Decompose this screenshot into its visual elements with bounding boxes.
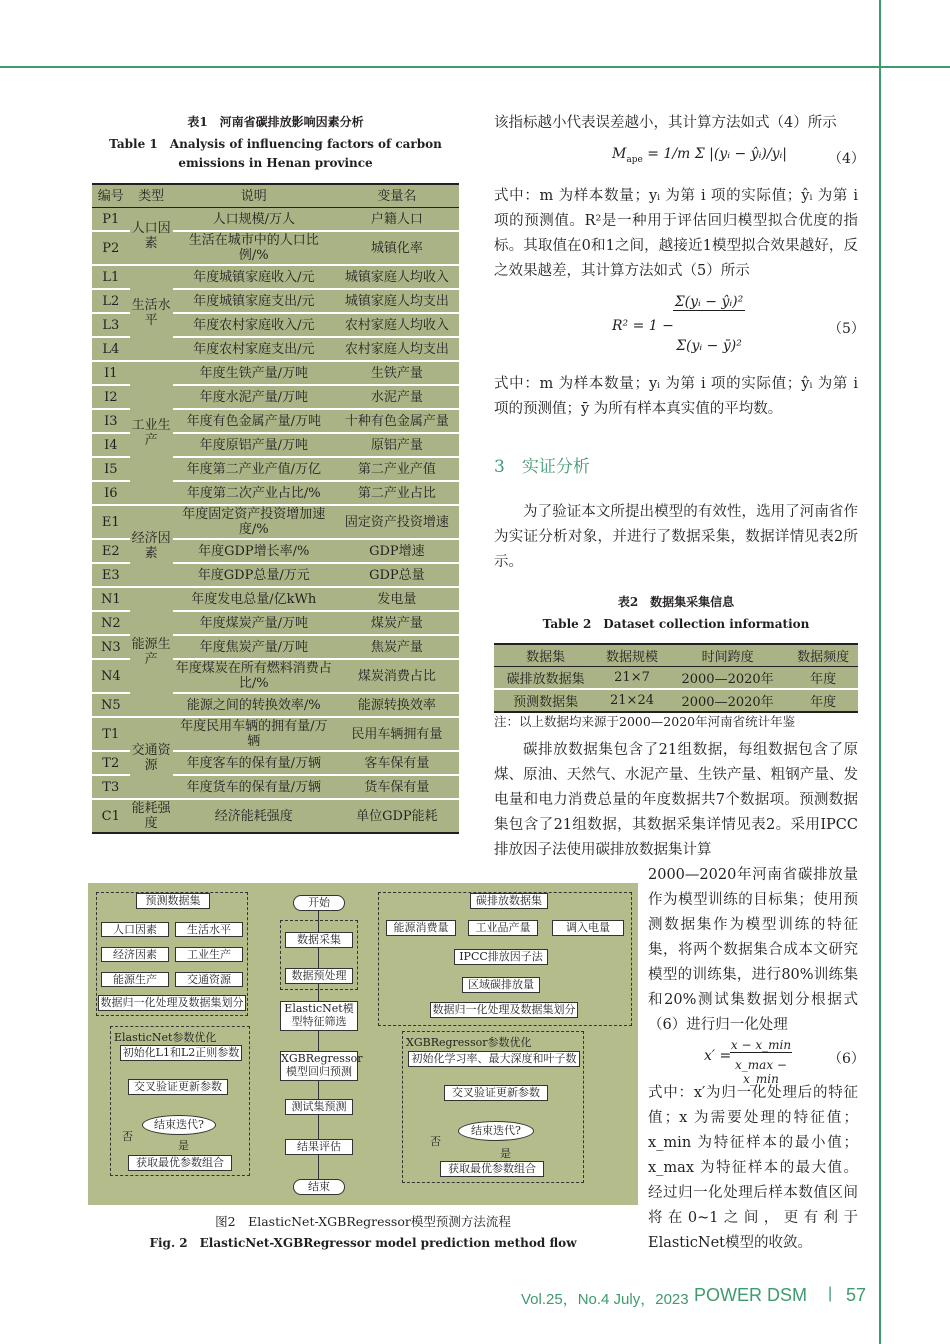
right-title: 碳排放数据集 [470, 893, 548, 909]
xgb-no-label: 否 [430, 1135, 441, 1148]
right-item: 调入电量 [552, 920, 624, 936]
row-var: 城镇家庭人均支出 [335, 289, 459, 313]
section-3-heading: 3 实证分析 [494, 457, 590, 477]
category-economy: 经济因素 [130, 505, 173, 587]
table2-note: 注：以上数据均来源于2000—2020年河南省统计年鉴 [494, 714, 796, 729]
row-id: N2 [92, 611, 130, 635]
row-desc: 年度客车的保有量/万辆 [173, 751, 335, 775]
table1-header-row [92, 184, 459, 208]
eq4-rhs: = 1/m Σ |(yᵢ − ŷᵢ)/yᵢ| [647, 146, 788, 162]
category-population: 人口因素 [130, 208, 173, 266]
row-desc: 生活在城市中的人口比例/% [173, 231, 335, 265]
row-desc: 年度生铁产量/万吨 [173, 361, 335, 385]
flow-step: 结果评估 [285, 1139, 353, 1155]
row-desc: 年度第二次产业占比/% [173, 481, 335, 505]
row-var: 煤炭消费占比 [335, 659, 459, 693]
paragraph-wrap: 2000—2020年河南省碳排放量作为模型训练的目标集；使用预测数据集作为模型训练的特征集，将两个数据集合成本文研究模型的训练集，进行80%训练集和20%测试集数据划分根据式（6）进行归一化处理 [648, 867, 858, 1033]
en-step: 交叉验证更新参数 [128, 1079, 228, 1095]
table2-cell: 2000—2020年 [667, 667, 788, 690]
left-item: 工业生产 [175, 947, 243, 962]
flow-arrow [318, 1081, 319, 1099]
left-item: 生活水平 [175, 922, 243, 937]
figure2-flowchart [88, 883, 638, 1205]
row-id: L4 [92, 337, 130, 361]
row-id: L3 [92, 313, 130, 337]
row-id: L2 [92, 289, 130, 313]
table1-caption-cn: 表1 河南省碳排放影响因素分析 [187, 115, 364, 129]
xgb-yes-label: 是 [500, 1147, 511, 1160]
top-rule [0, 66, 950, 68]
row-var: 十种有色金属产量 [335, 409, 459, 433]
right-rule [879, 0, 881, 1344]
row-desc: 年度农村家庭支出/元 [173, 337, 335, 361]
footer-volume: Vol.25，No.4 July，2023 [521, 1291, 689, 1308]
table2-cell: 2000—2020年 [667, 689, 788, 712]
eq4-sub: ape [626, 154, 643, 165]
table2 [494, 643, 858, 713]
row-desc: 人口规模/万人 [173, 208, 335, 232]
row-var: 固定资产投资增速 [335, 505, 459, 539]
category-industry: 工业生产 [130, 361, 173, 505]
eq4-lhs: M [612, 146, 627, 162]
row-id: C1 [92, 799, 130, 833]
row-desc: 年度固定资产投资增加速度/% [173, 505, 335, 539]
row-var: 焦炭产量 [335, 635, 459, 659]
row-id: N1 [92, 587, 130, 611]
row-desc: 能源之间的转换效率/% [173, 693, 335, 717]
row-var: GDP增速 [335, 539, 459, 563]
eq5-lhs: R² = 1 − [612, 318, 674, 334]
row-var: 城镇化率 [335, 231, 459, 265]
xgb-decision: 结束迭代? [458, 1121, 534, 1141]
right-item: 能源消费量 [386, 920, 456, 936]
row-desc: 年度民用车辆的拥有量/万辆 [173, 717, 335, 751]
table-row [92, 717, 459, 751]
row-var: GDP总量 [335, 563, 459, 587]
table1 [92, 183, 459, 834]
flow-step: 数据采集 [285, 932, 353, 948]
category-living: 生活水平 [130, 265, 173, 361]
row-var: 城镇家庭人均收入 [335, 265, 459, 289]
paragraph-after-eq5: 式中：m 为样本数量；yᵢ 为第 i 项的实际值；ŷᵢ 为第 i 项的预测值；ȳ 为所有样本真实值的平均数。 [494, 376, 858, 417]
table1-header-desc: 说明 [173, 184, 335, 208]
eq6-numerator: x − x_min [730, 1038, 792, 1052]
row-id: I2 [92, 385, 130, 409]
row-id: T2 [92, 751, 130, 775]
category-traffic: 交通资源 [130, 717, 173, 799]
row-id: E1 [92, 505, 130, 539]
row-var: 民用车辆拥有量 [335, 717, 459, 751]
flow-end: 结束 [293, 1179, 345, 1195]
table2-cell: 预测数据集 [494, 689, 597, 712]
category-energy: 能源生产 [130, 587, 173, 717]
row-desc: 年度第二产业产值/万亿 [173, 457, 335, 481]
row-desc: 年度农村家庭收入/元 [173, 313, 335, 337]
row-var: 客车保有量 [335, 751, 459, 775]
row-id: I5 [92, 457, 130, 481]
table2-cell: 21×24 [597, 689, 667, 712]
row-var: 煤炭产量 [335, 611, 459, 635]
table2-cell: 21×7 [597, 667, 667, 690]
row-var: 第二产业产值 [335, 457, 459, 481]
row-desc: 年度城镇家庭收入/元 [173, 265, 335, 289]
row-id: T1 [92, 717, 130, 751]
row-id: L1 [92, 265, 130, 289]
row-id: I1 [92, 361, 130, 385]
en-no-label: 否 [122, 1130, 133, 1143]
table1-header-id: 编号 [92, 184, 130, 208]
right-normalize: 数据归一化处理及数据集划分 [430, 1002, 578, 1018]
eq6-lhs: x′ = [704, 1048, 732, 1064]
right-ipcc: IPCC排放因子法 [454, 949, 548, 965]
row-id: I4 [92, 433, 130, 457]
eq5-number: （5） [828, 321, 865, 337]
table2-header: 数据集 [494, 644, 597, 667]
left-item: 人口因素 [101, 922, 169, 937]
footer-page-number: 57 [846, 1285, 867, 1305]
eq6-number: （6） [828, 1051, 865, 1067]
row-var: 农村家庭人均支出 [335, 337, 459, 361]
table2-cell: 年度 [788, 689, 858, 712]
row-desc: 年度发电总量/亿kWh [173, 587, 335, 611]
table1-caption-en [92, 135, 459, 173]
left-normalize: 数据归一化处理及数据集划分 [98, 995, 246, 1011]
table-row [92, 265, 459, 289]
xgb-title: XGBRegressor参数优化 [406, 1036, 532, 1049]
row-var: 单位GDP能耗 [335, 799, 459, 833]
flow-step: 测试集预测 [285, 1099, 353, 1115]
table2-header-row [494, 644, 858, 667]
flow-arrow [318, 911, 319, 932]
xgb-step: 获取最优参数组合 [440, 1161, 544, 1177]
left-item: 交通资源 [175, 972, 243, 987]
table-row [92, 208, 459, 232]
row-var: 户籍人口 [335, 208, 459, 232]
row-desc: 年度水泥产量/万吨 [173, 385, 335, 409]
table-row [494, 689, 858, 712]
xgb-step: 交叉验证更新参数 [444, 1085, 548, 1101]
row-id: N4 [92, 659, 130, 693]
table-row [494, 667, 858, 690]
table2-cell: 碳排放数据集 [494, 667, 597, 690]
flow-arrow [318, 1031, 319, 1051]
table-row [92, 587, 459, 611]
row-id: I6 [92, 481, 130, 505]
table2-header: 数据规模 [597, 644, 667, 667]
figure2-caption-cn: 图2 ElasticNet-XGBRegressor模型预测方法流程 [215, 1214, 511, 1229]
paragraph-dataset: 碳排放数据集包含了21组数据，每组数据包含了原煤、原油、天然气、水泥产量、生铁产量、粗钢产量、发电量和电力消费总量的年度数据共7个数据项。预测数据集包含了21组数据，其数据采集详情见表2。采用IPCC排放因子法使用碳排放数据集计算 [494, 742, 858, 858]
table-row [92, 799, 459, 833]
row-desc: 年度煤炭在所有燃料消费占比/% [173, 659, 335, 693]
table1-caption-en-line1: Table 1 Analysis of influencing factors of carbon [109, 137, 442, 151]
row-var: 原铝产量 [335, 433, 459, 457]
equation-4 [612, 146, 787, 165]
row-id: E2 [92, 539, 130, 563]
left-title: 预测数据集 [136, 893, 210, 909]
row-desc: 年度有色金属产量/万吨 [173, 409, 335, 433]
row-var: 发电量 [335, 587, 459, 611]
footer-separator: | [828, 1285, 833, 1302]
intro-text: 该指标越小代表误差越小，其计算方法如式（4）所示 [494, 115, 837, 131]
right-region: 区域碳排放量 [462, 977, 540, 993]
row-var: 生铁产量 [335, 361, 459, 385]
en-step: 获取最优参数组合 [128, 1155, 232, 1171]
row-desc: 年度GDP增长率/% [173, 539, 335, 563]
flow-arrow [318, 1115, 319, 1139]
en-yes-label: 是 [178, 1139, 189, 1152]
table1-header-type: 类型 [130, 184, 173, 208]
elasticnet-title: ElasticNet参数优化 [114, 1031, 217, 1044]
row-desc: 经济能耗强度 [173, 799, 335, 833]
row-id: N5 [92, 693, 130, 717]
footer-journal: POWER DSM [694, 1285, 808, 1305]
eq4-number: （4） [828, 151, 865, 167]
right-item: 工业品产量 [468, 920, 538, 936]
row-desc: 年度原铝产量/万吨 [173, 433, 335, 457]
row-id: E3 [92, 563, 130, 587]
en-step: 初始化L1和L2正则参数 [120, 1045, 242, 1061]
table2-header: 时间跨度 [667, 644, 788, 667]
flow-start: 开始 [293, 895, 345, 911]
paragraph-end: 式中：x′为归一化处理后的特征值；x 为需要处理的特征值；x_min 为特征样本的最小值；x_max 为特征样本的最大值。经过归一化处理后样本数值区间将在0~1之间，更有利于ElasticNet模型的收敛。 [648, 1085, 858, 1251]
flow-arrow [318, 1155, 319, 1179]
row-var: 农村家庭人均收入 [335, 313, 459, 337]
table2-header: 数据频度 [788, 644, 858, 667]
row-id: N3 [92, 635, 130, 659]
left-item: 能源生产 [101, 972, 169, 987]
category-energy-intensity: 能耗强度 [130, 799, 173, 833]
row-id: P1 [92, 208, 130, 232]
flow-arrow [318, 948, 319, 968]
row-desc: 年度城镇家庭支出/元 [173, 289, 335, 313]
table2-caption-en: Table 2 Dataset collection information [542, 617, 810, 631]
row-id: T3 [92, 775, 130, 799]
table-row [92, 505, 459, 539]
eq5-denominator: Σ(yᵢ − ȳ)² [676, 338, 742, 354]
figure2-caption-en: Fig. 2 ElasticNet-XGBRegressor model prediction method flow [149, 1236, 577, 1250]
table-row [92, 361, 459, 385]
flow-step: 数据预处理 [285, 968, 353, 984]
flow-arrow [318, 984, 319, 1001]
left-item: 经济因素 [101, 947, 169, 962]
row-desc: 年度货车的保有量/万辆 [173, 775, 335, 799]
row-var: 第二产业占比 [335, 481, 459, 505]
table1-caption-en-line2: emissions in Henan province [178, 156, 373, 170]
paragraph-section3: 为了验证本文所提出模型的有效性，选用了河南省作为实证分析对象，并进行了数据采集，数据详情见表2所示。 [494, 504, 858, 570]
row-var: 货车保有量 [335, 775, 459, 799]
row-desc: 年度煤炭产量/万吨 [173, 611, 335, 635]
table1-header-var: 变量名 [335, 184, 459, 208]
row-desc: 年度GDP总量/万元 [173, 563, 335, 587]
row-desc: 年度焦炭产量/万吨 [173, 635, 335, 659]
row-id: I3 [92, 409, 130, 433]
en-decision: 结束迭代? [142, 1115, 216, 1135]
table2-cell: 年度 [788, 667, 858, 690]
flow-step: XGBRegressor模型回归预测 [280, 1051, 358, 1081]
table2-caption-cn: 表2 数据集采集信息 [617, 595, 735, 609]
row-id: P2 [92, 231, 130, 265]
paragraph-after-eq4: 式中：m 为样本数量；yᵢ 为第 i 项的实际值；ŷᵢ 为第 i 项的预测值。R²是一种用于评估回归模型拟合优度的指标。其取值在0和1之间，越接近1模型拟合效果越好，反之效果越差，其计算方法如式（5）所示 [494, 188, 858, 279]
row-var: 水泥产量 [335, 385, 459, 409]
row-var: 能源转换效率 [335, 693, 459, 717]
xgb-step: 初始化学习率、最大深度和叶子数 [408, 1051, 580, 1067]
flow-step: ElasticNet模型特征筛选 [280, 1001, 358, 1031]
eq6-denominator: x_max − x_min [735, 1058, 787, 1086]
eq5-numerator: Σ(yᵢ − ŷᵢ)² [674, 294, 744, 310]
